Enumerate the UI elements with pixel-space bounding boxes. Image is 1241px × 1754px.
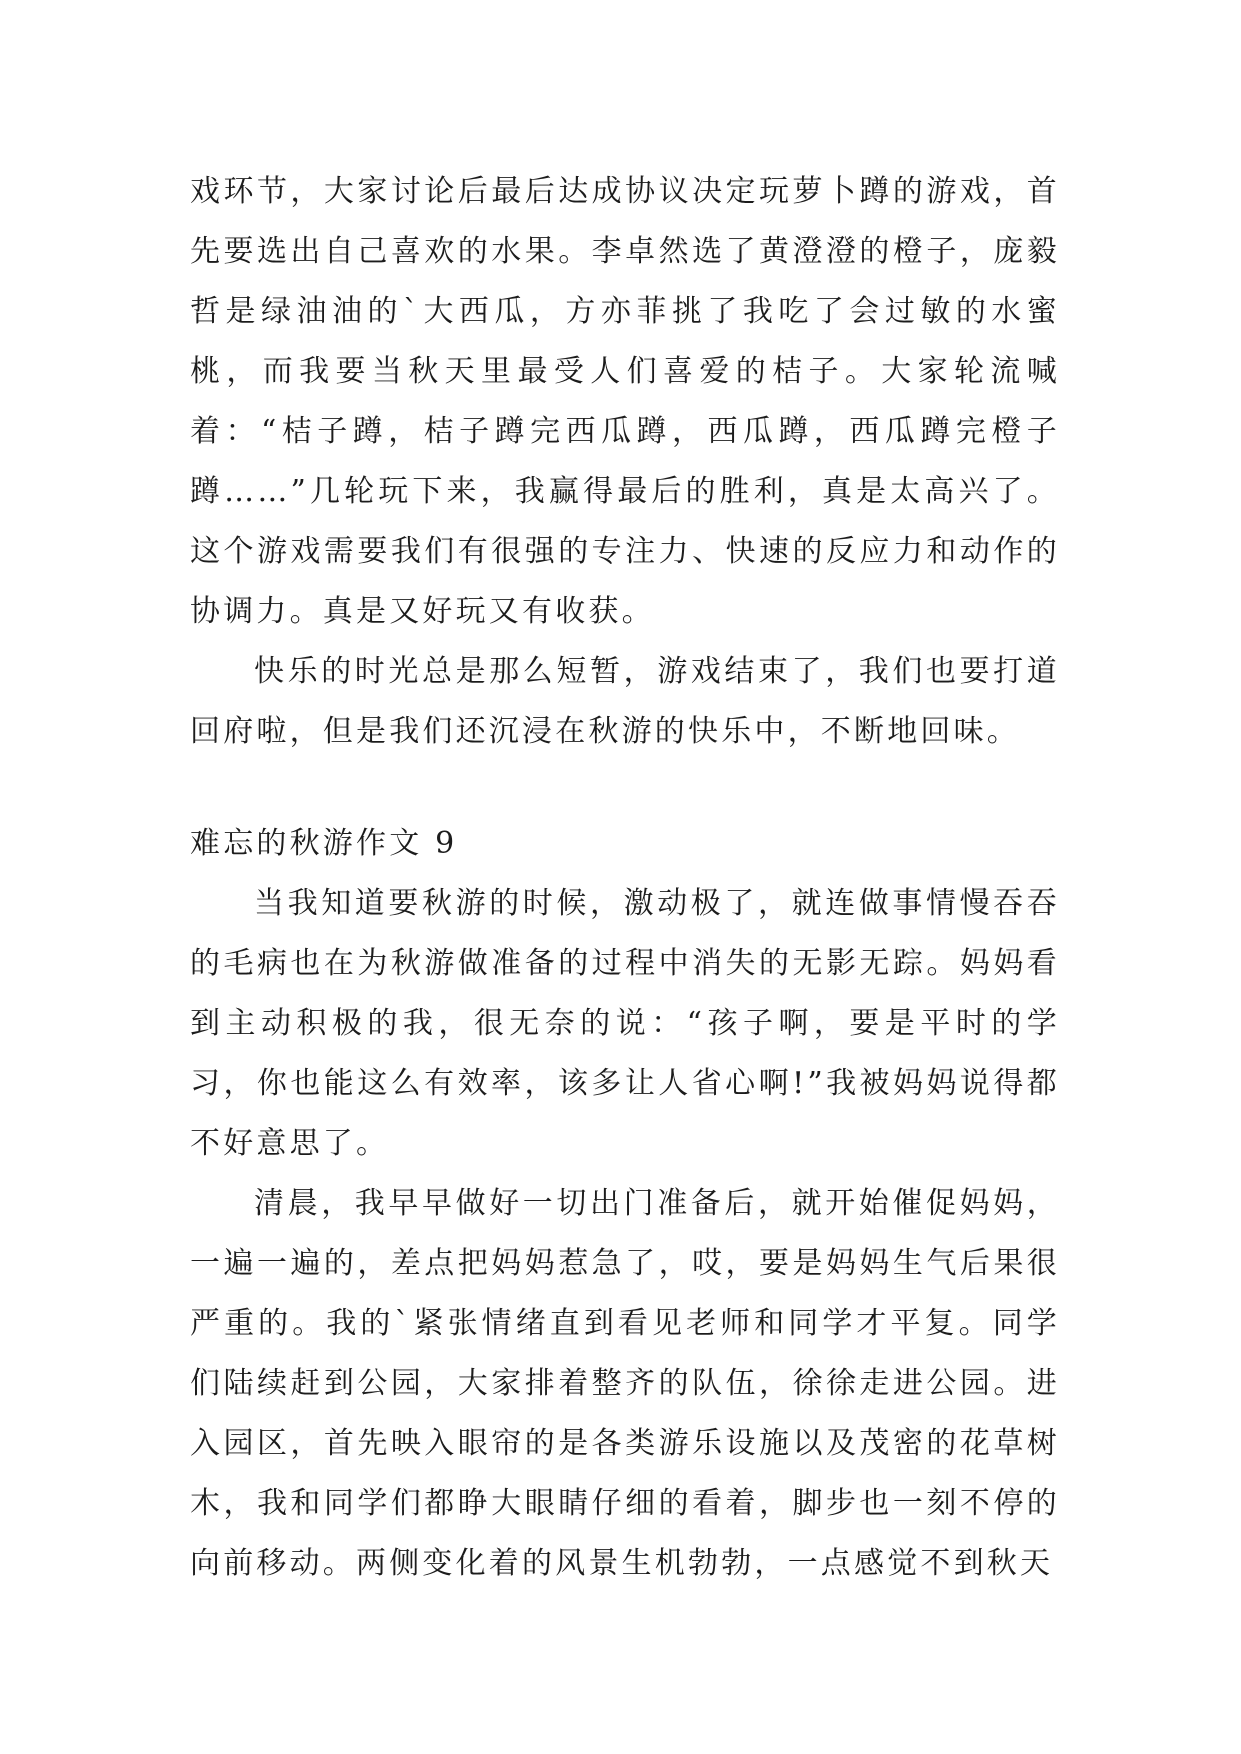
document-body bbox=[190, 162, 1060, 1594]
paragraph: 清晨，我早早做好一切出门准备后，就开始催促妈妈，一遍一遍的，差点把妈妈惹急了，哎，要是妈妈生气后果很严重的。我的`紧张情绪直到看见老师和同学才平复。同学们陆续赶到公园，大家排着整齐的队伍，徐徐走进公园。进入园区，首先映入眼帘的是各类游乐设施以及茂密的花草树木，我和同学们都睁大眼睛仔细的看着，脚步也一刻不停的向前移动。两侧变化着的风景生机勃勃，一点感觉不到秋天 bbox=[190, 1186, 1060, 1581]
paragraph: 快乐的时光总是那么短暂，游戏结束了，我们也要打道回府啦，但是我们还沉浸在秋游的快乐中，不断地回味。 bbox=[190, 654, 1060, 749]
paragraph-continuation: 戏环节，大家讨论后最后达成协议决定玩萝卜蹲的游戏，首先要选出自己喜欢的水果。李卓然选了黄澄澄的橙子，庞毅哲是绿油油的`大西瓜，方亦菲挑了我吃了会过敏的水蜜桃，而我要当秋天里最受人们喜爱的桔子。大家轮流喊着：“桔子蹲，桔子蹲完西瓜蹲，西瓜蹲，西瓜蹲完橙子蹲……”几轮玩下来，我赢得最后的胜利，真是太高兴了。这个游戏需要我们有很强的专注力、快速的反应力和动作的协调力。真是又好玩又有收获。 bbox=[190, 174, 1060, 629]
paragraph: 当我知道要秋游的时候，激动极了，就连做事情慢吞吞的毛病也在为秋游做准备的过程中消失的无影无踪。妈妈看到主动积极的我，很无奈的说：“孩子啊，要是平时的学习，你也能这么有效率，该多让人省心啊!”我被妈妈说得都不好意思了。 bbox=[190, 886, 1060, 1161]
section-title: 难忘的秋游作文 9 bbox=[190, 826, 458, 861]
